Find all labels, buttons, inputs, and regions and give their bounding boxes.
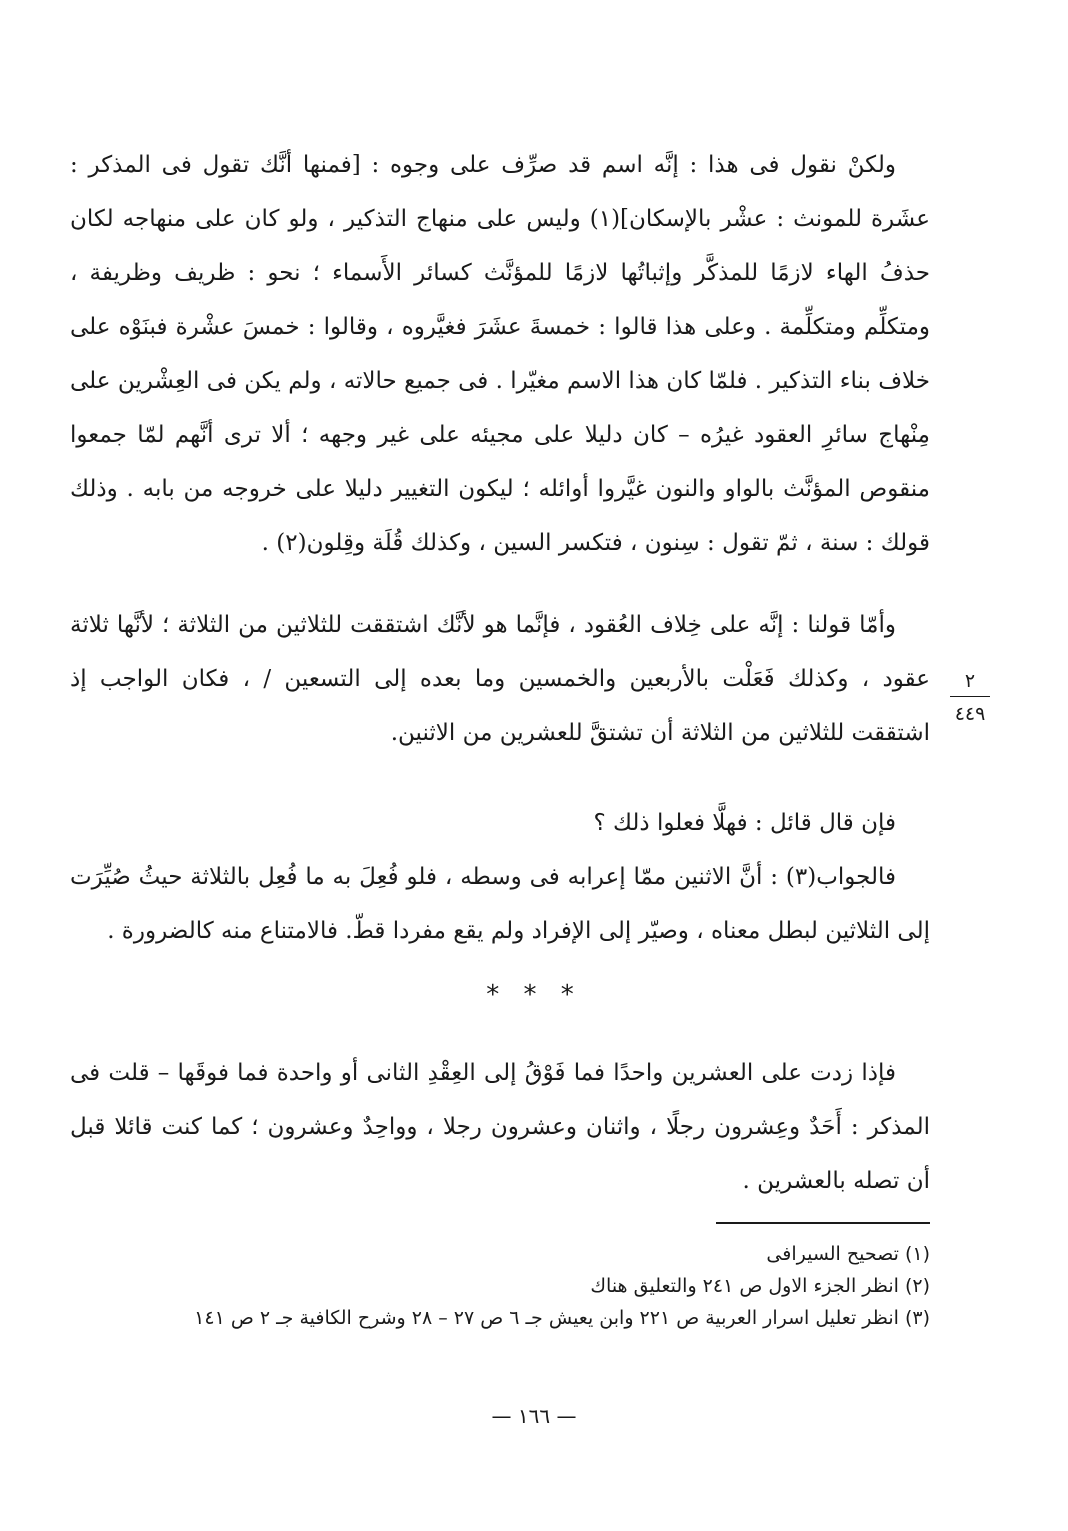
margin-note-bottom: ٤٤٩ (954, 703, 986, 725)
paragraph-3-text: فإن قال قائل : فهلَّا فعلوا ذلك ؟ (593, 810, 896, 836)
footnote-2: (٢) انظر الجزء الاول ص ٢٤١ والتعليق هناك (590, 1275, 930, 1297)
paragraph-3 (70, 796, 930, 850)
paragraph-2-text: وأمّا قولنا : إنَّه على خِلاف العُقود ، فإنَّما هو لأنَّك اشتققت للثلاثين من الثلاثة ؛ لأنَّها ثلاثة عقود ، وكذلك فَعَلْت بالأربعين والخمسين وما بعده إلى التسعين / ، فكان الواجب إذ اشتققت للثلاثين من الثلاثة أن تشتقَّ للعشرين من الاثنين. (70, 612, 930, 746)
paragraph-5 (70, 1046, 930, 1208)
paragraph-5-text: فإذا زدت على العشرين واحدًا فما فَوْقُ إلى العِقْدِ الثانى أو واحدة فما فوقَها – قلت فى المذكر : أَحَدٌ وعِشرون رجلًا ، واثنان وعشرون رجلا ، وواحِدٌ وعشرون ؛ كما كنت قائلا قبل أن تصله بالعشرين . (70, 1060, 930, 1194)
paragraph-4 (70, 850, 930, 958)
section-separator: * * * (486, 980, 582, 1010)
margin-page-reference (950, 668, 990, 727)
paragraph-1 (70, 138, 930, 570)
footnote-3: (٣) انظر تعليل اسرار العربية ص ٢٢١ وابن يعيش جـ ٦ ص ٢٧ – ٢٨ وشرح الكافية جـ ٢ ص ١٤١ (194, 1307, 930, 1329)
footnotes (70, 1238, 930, 1334)
paragraph-4-text: فالجواب(٣) : أنَّ الاثنين ممّا إعرابه فى وسطه ، فلو فُعِلَ به ما فُعِل بالثلاثة حيثُ صُيِّرَت إلى الثلاثين لبطل معناه ، وصيّر إلى الإفراد ولم يقع مفردا قطّ. فالامتناع منه كالضرورة . (70, 864, 930, 944)
footnote-divider (716, 1222, 930, 1224)
margin-note-top: ٢ (950, 668, 990, 697)
paragraph-2 (70, 598, 930, 760)
footnote-1: (١) تصحيح السيرافى (766, 1243, 930, 1265)
paragraph-1-text: ولكنْ نقول فى هذا : إنَّه اسم قد صرِّف على وجوه : [فمنها أنَّك تقول فى المذكر : عشَرة للمونث : عشْر بالإسكان](١) وليس على منهاج التذكير ، ولو كان على منهاجه لكان حذفُ الهاء لازمًا للمذكَّر وإثباتُها لازمًا للمؤنَّث كسائر الأَسماء ؛ نحو : ظريف وظريفة ، ومتكلِّم ومتكلِّمة . وعلى هذا قالوا : خمسةَ عشَرَ فغيَّروه ، وقالوا : خمسَ عشْرة فبنَوْه على خلاف بناء التذكير . فلمّا كان هذا الاسم مغيّرا . فى جميع حالاته ، ولم يكن فى العِشْرين على مِنْهاج سائرِ العقود غيرُه – كان دليلا على مجيئه على غير وجهه ؛ ألا ترى أنَّهم لمّا جمعوا منقوص المؤنَّث بالواو والنون غيَّروا أوائله ؛ ليكون التغيير دليلا على خروجه من بابه . وذلك قولك : سنة ، ثمّ تقول : سِنون ، فتكسر السين ، وكذلك قُلَة وقِلون(٢) . (70, 152, 930, 556)
page-number: — ١٦٦ — (491, 1404, 577, 1428)
